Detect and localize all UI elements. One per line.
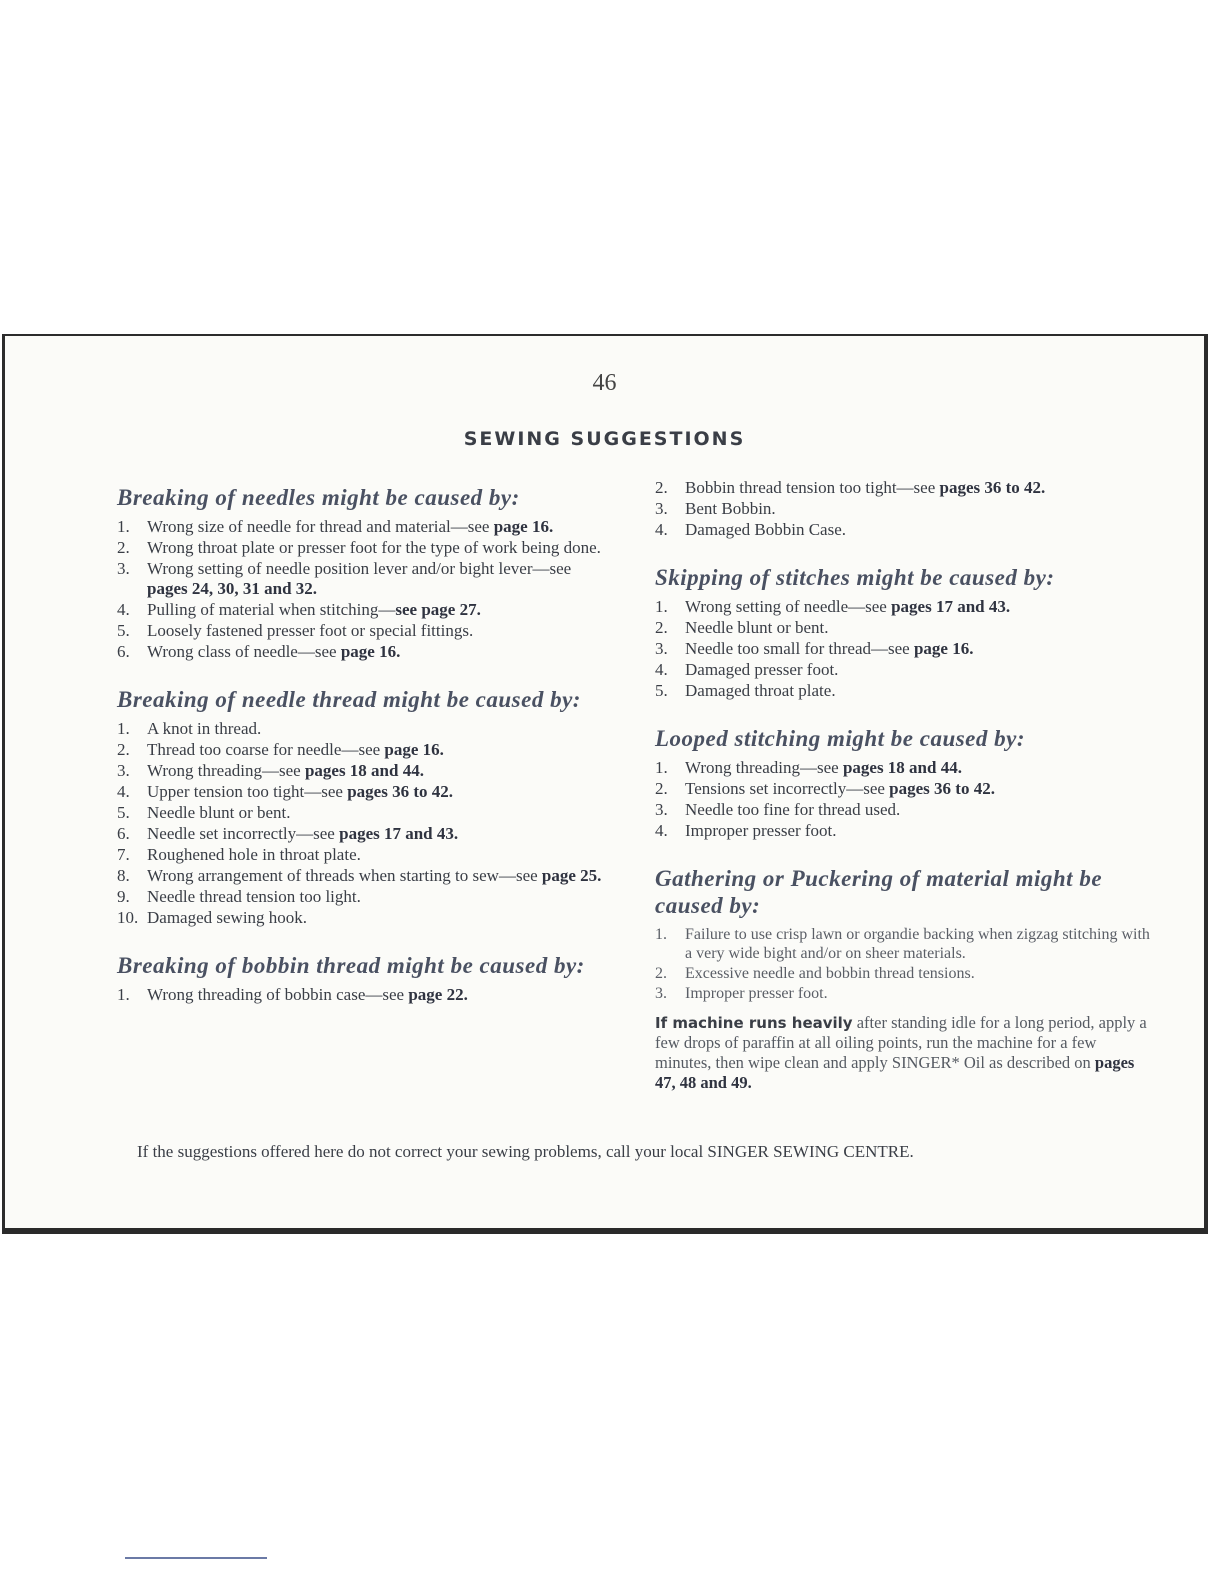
- page-reference: pages 18 and 44.: [842, 758, 962, 777]
- item-number: 3.: [655, 639, 668, 658]
- list-item: [655, 681, 1150, 701]
- page-number: 46: [592, 370, 617, 396]
- section-heading: Breaking of needle thread might be caused by:: [117, 687, 581, 712]
- item-number: 5.: [117, 803, 130, 822]
- item-text: Improper presser foot.: [685, 821, 837, 840]
- footer-note: If the suggestions offered here do not correct your sewing problems, call your local SINGER SEWING CENTRE.: [137, 1142, 914, 1161]
- list-item: [655, 984, 1150, 1003]
- maintenance-note: [655, 1013, 1150, 1093]
- item-text: Roughened hole in throat plate.: [147, 845, 361, 864]
- item-number: 9.: [117, 887, 130, 906]
- item-number: 4.: [655, 520, 668, 539]
- item-text: Needle too small for thread—see: [685, 639, 914, 658]
- item-text: Thread too coarse for needle—see: [147, 740, 385, 759]
- item-text: Failure to use crisp lawn or organdie backing when zigzag stitching with a very wide bight and/or on sheer materials.: [685, 926, 1150, 962]
- list-item: [117, 517, 607, 537]
- item-text: Improper presser foot.: [685, 985, 828, 1002]
- item-number: 5.: [655, 681, 668, 700]
- section-title: SEWING SUGGESTIONS: [463, 428, 746, 450]
- list-item: [655, 660, 1150, 680]
- item-number: 3.: [655, 800, 668, 819]
- list-item: [117, 782, 607, 802]
- page-reference: page 16.: [384, 740, 444, 759]
- page-reference: pages 24, 30, 31 and 32.: [147, 579, 318, 598]
- left-column: [117, 484, 607, 1029]
- page-reference: pages 17 and 43.: [339, 824, 459, 843]
- item-text: Loosely fastened presser foot or special fittings.: [147, 621, 474, 640]
- item-number: 3.: [117, 559, 130, 578]
- item-number: 1.: [117, 719, 130, 738]
- list-item: [117, 866, 607, 886]
- page-reference: see page 27.: [395, 600, 481, 619]
- item-number: 1.: [655, 597, 668, 616]
- list-item: [117, 845, 607, 865]
- item-text: Bobbin thread tension too tight—see: [685, 478, 940, 497]
- list-item: [655, 779, 1150, 799]
- item-text: Wrong throat plate or presser foot for the type of work being done.: [147, 538, 601, 557]
- list-item: [117, 600, 607, 620]
- cause-list: [655, 478, 1150, 540]
- list-item: [117, 761, 607, 781]
- item-number: 2.: [117, 538, 130, 557]
- item-number: 1.: [655, 926, 667, 943]
- item-text: Needle blunt or bent.: [147, 803, 291, 822]
- item-number: 1.: [117, 517, 130, 536]
- list-item: [117, 740, 607, 760]
- list-item: [117, 803, 607, 823]
- item-number: 7.: [117, 845, 130, 864]
- list-item: [117, 908, 607, 928]
- item-number: 2.: [655, 478, 668, 497]
- list-item: [655, 618, 1150, 638]
- item-number: 8.: [117, 866, 130, 885]
- page-reference: pages 36 to 42.: [939, 478, 1046, 497]
- list-item: [117, 985, 607, 1005]
- item-text: Needle set incorrectly—see: [147, 824, 340, 843]
- list-item: [655, 597, 1150, 617]
- list-item: [655, 478, 1150, 498]
- section-heading: Skipping of stitches might be caused by:: [655, 565, 1055, 590]
- item-text: Damaged throat plate.: [685, 681, 836, 700]
- item-number: 3.: [655, 985, 667, 1002]
- section-heading: Gathering or Puckering of material might be caused by:: [655, 866, 1103, 918]
- item-number: 2.: [117, 740, 130, 759]
- item-text: Damaged presser foot.: [685, 660, 839, 679]
- list-item: [655, 639, 1150, 659]
- section-heading: Breaking of bobbin thread might be caused by:: [117, 953, 585, 978]
- item-number: 2.: [655, 965, 667, 982]
- list-item: [117, 887, 607, 907]
- item-text: A knot in thread.: [147, 719, 262, 738]
- section-heading: Looped stitching might be caused by:: [655, 726, 1026, 751]
- page-reference: pages 47, 48 and 49.: [655, 1053, 1135, 1092]
- item-number: 4.: [655, 660, 668, 679]
- list-item: [655, 499, 1150, 519]
- item-text: Damaged Bobbin Case.: [685, 520, 846, 539]
- page-reference: pages 36 to 42.: [889, 779, 995, 798]
- item-text: Upper tension too tight—see: [147, 782, 348, 801]
- page-reference: page 22.: [408, 985, 468, 1004]
- list-item: [117, 719, 607, 739]
- section-heading: Breaking of needles might be caused by:: [117, 485, 520, 510]
- item-text: Wrong threading—see: [147, 761, 305, 780]
- page-reference: page 16.: [340, 642, 401, 661]
- page-reference: pages 17 and 43.: [891, 597, 1011, 616]
- list-item: [117, 538, 607, 558]
- page-reference: pages 18 and 44.: [304, 761, 424, 780]
- cause-list: [117, 985, 607, 1005]
- item-text: Needle too fine for thread used.: [685, 800, 901, 819]
- list-item: [655, 758, 1150, 778]
- item-text: Wrong size of needle for thread and material—see: [147, 517, 494, 536]
- item-text: Wrong arrangement of threads when starting to sew—see: [147, 866, 542, 885]
- page-reference: page 16.: [493, 517, 554, 536]
- list-item: [117, 621, 607, 641]
- item-text: Damaged sewing hook.: [147, 908, 308, 927]
- list-item: [117, 559, 607, 599]
- item-text: Wrong setting of needle—see: [685, 597, 892, 616]
- item-number: 1.: [655, 758, 668, 777]
- item-number: 10.: [117, 908, 139, 927]
- page-reference: pages 36 to 42.: [347, 782, 453, 801]
- note-lead: If machine runs heavily: [655, 1014, 853, 1032]
- list-item: [655, 925, 1150, 963]
- item-number: 6.: [117, 642, 130, 661]
- item-number: 1.: [117, 985, 130, 1004]
- list-item: [117, 824, 607, 844]
- page-reference: page 25.: [541, 866, 602, 885]
- item-number: 4.: [655, 821, 668, 840]
- item-number: 3.: [655, 499, 668, 518]
- cause-list: [117, 719, 607, 928]
- note-text: after standing idle for a long period, apply a few drops of paraffin at all oiling points, run the machine for a few minutes, then wipe clean and apply SINGER* Oil as described on: [655, 1013, 1147, 1072]
- manual-page: [2, 334, 1208, 1234]
- item-number: 6.: [117, 824, 130, 843]
- item-number: 2.: [655, 618, 668, 637]
- item-text: Wrong threading—see: [685, 758, 843, 777]
- list-item: [655, 800, 1150, 820]
- page-reference: page 16.: [913, 639, 974, 658]
- item-text: Tensions set incorrectly—see: [685, 779, 890, 798]
- item-text: Wrong setting of needle position lever and/or bight lever—see: [147, 559, 572, 578]
- item-number: 5.: [117, 621, 130, 640]
- list-item: [655, 520, 1150, 540]
- item-number: 4.: [117, 600, 130, 619]
- item-text: Needle blunt or bent.: [685, 618, 829, 637]
- item-text: Wrong class of needle—see: [147, 642, 341, 661]
- item-text: Wrong threading of bobbin case—see: [147, 985, 409, 1004]
- item-number: 3.: [117, 761, 130, 780]
- right-column: [655, 478, 1150, 1093]
- cause-list: [655, 758, 1150, 841]
- cause-list: [655, 925, 1150, 1003]
- item-number: 4.: [117, 782, 130, 801]
- list-item: [117, 642, 607, 662]
- item-text: Needle thread tension too light.: [147, 887, 361, 906]
- list-item: [655, 821, 1150, 841]
- item-text: Excessive needle and bobbin thread tensions.: [685, 965, 975, 982]
- footnote-rule: [125, 1557, 267, 1559]
- list-item: [655, 964, 1150, 983]
- cause-list: [655, 597, 1150, 701]
- item-text: Pulling of material when stitching—: [147, 600, 396, 619]
- item-text: Bent Bobbin.: [685, 499, 776, 518]
- item-number: 2.: [655, 779, 668, 798]
- cause-list: [117, 517, 607, 662]
